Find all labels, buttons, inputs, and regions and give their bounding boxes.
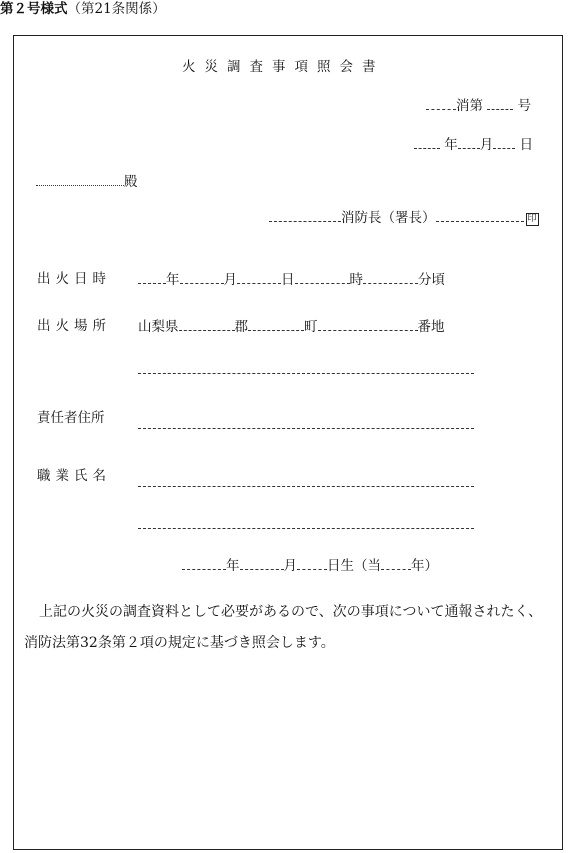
fire-day-blank[interactable] <box>237 270 281 284</box>
form-frame <box>13 35 563 850</box>
town-blank[interactable] <box>248 317 304 331</box>
number-blank[interactable] <box>487 96 513 110</box>
fire-year-blank[interactable] <box>138 270 166 284</box>
fire-location-extra-line <box>138 360 474 379</box>
birth-year-blank[interactable] <box>182 556 226 570</box>
banchi-blank[interactable] <box>318 317 418 331</box>
occupation-name-label: 職業氏名 <box>37 468 111 484</box>
issue-date-line: 年 月 日 <box>414 135 533 154</box>
occupation-name-blank[interactable] <box>138 473 474 487</box>
responsible-address-label: 責任者住所 <box>37 410 105 426</box>
fire-minute-blank[interactable] <box>363 270 418 284</box>
addressee-line: 殿 <box>36 172 138 191</box>
number-prefix-blank[interactable] <box>426 96 456 110</box>
gun-blank[interactable] <box>179 317 235 331</box>
fire-location-fields: 山梨県 郡 町 番地 <box>138 319 445 335</box>
location-extra-blank[interactable] <box>138 360 474 374</box>
fire-datetime-fields: 年 月 日 時 分頃 <box>138 270 445 289</box>
sender-name-blank[interactable] <box>436 208 524 222</box>
sender-area-blank[interactable] <box>269 208 341 222</box>
addressee-blank[interactable] <box>36 172 124 186</box>
occupation-name-extra-line <box>138 515 474 534</box>
age-blank[interactable] <box>381 556 411 570</box>
fire-month-blank[interactable] <box>180 270 224 284</box>
birth-date-line: 年 月 日生（当 年） <box>182 556 438 575</box>
fire-hour-blank[interactable] <box>295 270 350 284</box>
responsible-address-line <box>138 415 474 434</box>
occupation-name-line <box>138 473 474 492</box>
issue-year-blank[interactable] <box>414 135 440 149</box>
document-number-line: 消第 号 <box>426 96 531 115</box>
form-header <box>0 0 166 20</box>
birth-month-blank[interactable] <box>240 556 284 570</box>
responsible-address-blank[interactable] <box>138 415 474 429</box>
document-title: 火災調査事項照会書 <box>182 59 385 75</box>
issue-month-blank[interactable] <box>458 135 480 149</box>
fire-datetime-label: 出火日時 <box>37 271 111 287</box>
issue-day-blank[interactable] <box>493 135 515 149</box>
sender-line: 消防長（署長） 印 <box>269 208 539 227</box>
occupation-extra-blank[interactable] <box>138 515 474 529</box>
fire-location-label: 出火場所 <box>37 318 111 334</box>
birth-day-blank[interactable] <box>297 556 327 570</box>
seal-mark: 印 <box>527 214 537 224</box>
form-number: 第２号様式 <box>0 1 68 17</box>
inquiry-body-text: 上記の火災の調査資料として必要があるので、次の事項について通報されたく、消防法第32条第２項の規定に基づき照会します。 <box>24 604 543 651</box>
form-article-ref: （第21条関係） <box>67 1 166 17</box>
